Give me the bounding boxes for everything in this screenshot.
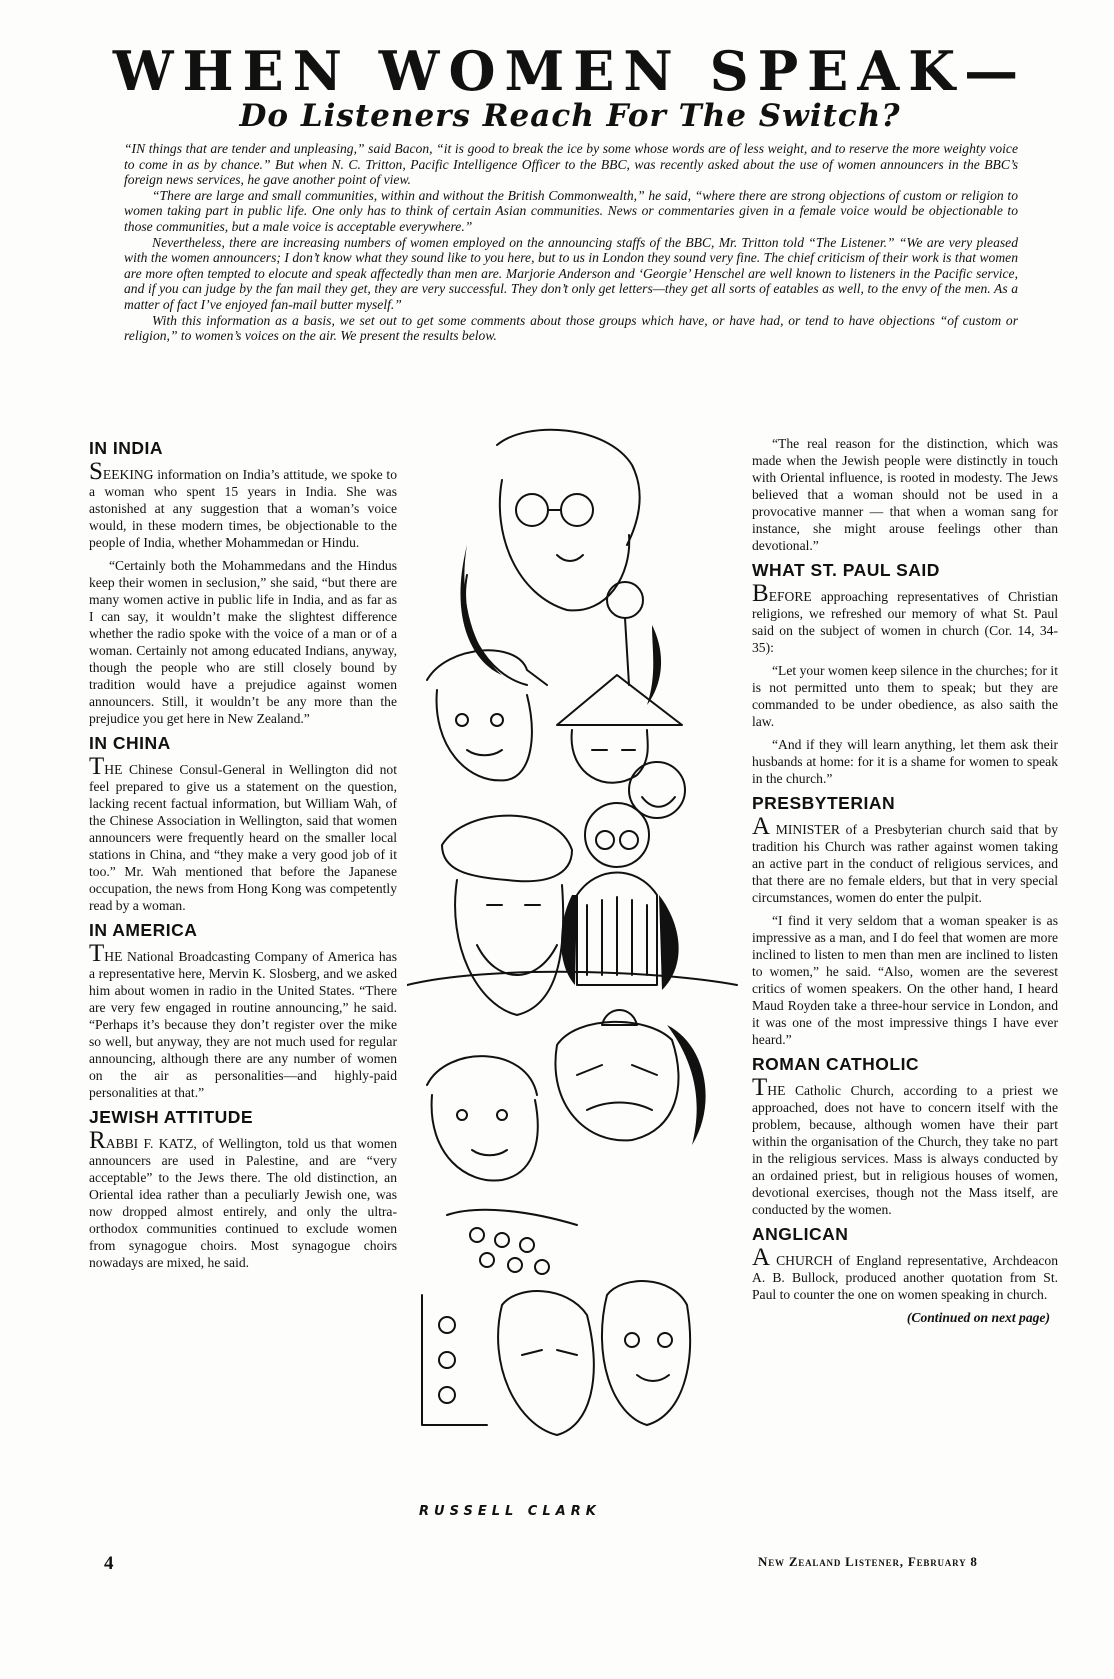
intro-block (124, 141, 1018, 344)
subheadline: Do Listeners Reach For The Switch? (239, 98, 901, 134)
right-column (752, 435, 1058, 1326)
angry-man-face (555, 1022, 678, 1141)
artist-signature: RUSSELL CLARK (419, 1504, 601, 1519)
bottom-man-left (498, 1291, 594, 1435)
india-paragraph-1 (89, 458, 397, 551)
india-paragraph-2: “Certainly both the Mohammedans and the Hindus keep their women in seclusion,” she said, “but there are many women active in public life in India, and as far as I can say, it wouldn’t make the slightest difference whether the radio spoke with the voice of a man or of a woman. Certainly not among educated Indians, anyway, though the people who are still closely bound by tradition would have a prejudice against women announcers. Still, it wouldn’t be any more than the prejudice you get here in New Zealand.” (89, 558, 397, 726)
section-heading-presbyterian: PRESBYTERIAN (752, 793, 896, 813)
section-heading-st-paul: WHAT ST. PAUL SAID (752, 560, 940, 580)
drop-cap: T (89, 753, 105, 780)
paragraph-text: ABBI F. KATZ, of Wellington, told us that women announcers are used in Palestine, and are “very acceptable” to the Jews there. The old distinction, an Oriental idea rather than a peculiarly Jewish one, was now dropped almost entirely, and only the ultra-orthodox communities continued to exclude women from synagogue choirs. Most synagogue choirs nowadays are mixed, he said. (89, 1136, 397, 1270)
paragraph-text: HE National Broadcasting Company of America has a representative here, Mervin K. Slosberg, and we asked him about women in radio in the United States. “There are very few engaged in routine announcing,” he said. “Perhaps it’s because they don’t register over the mike so well, but anyway, they are not much used for regular announcing, although there are any number of women on the air as personalities—and highly-paid personalities at that.” (89, 949, 397, 1100)
drop-cap: T (752, 1074, 768, 1101)
bottom-man-right (602, 1281, 690, 1425)
drop-cap: T (89, 940, 105, 967)
anglican-paragraph-1 (752, 1244, 1058, 1303)
paragraph-text: HE Catholic Church, according to a priest we approached, does not have to concern itself with the problem, because, although women have their part within the organisation of the Church, they take no part in the religious services. Mass is always conducted by an ordained priest, but in religious houses of women, devotional exercises, though not the Mass itself, are conducted by the women. (752, 1083, 1058, 1217)
america-paragraph-1 (89, 940, 397, 1101)
drop-cap: A (752, 1244, 771, 1271)
intro-paragraph: With this information as a basis, we set out to get some comments about those groups which have, or have had, or tend to have objections “of custom or religion,” to women’s voices on the air. We present the results below. (124, 312, 1018, 344)
paragraph-text: HE Chinese Consul-General in Wellington did not feel prepared to give us a statement on the question, lacking recent factual information, but William Wah, of the Chinese Association in Wellington, said that women announcers were frequently heard on the smaller local stations in China, and “they make a very good job of it too.” Mr. Wah mentioned that before the Japanese occupation, the news from Hong Kong was competently read by a woman. (89, 762, 397, 913)
paragraph-text: EFORE approaching representatives of Christian religions, we refreshed our memory of what St. Paul said on the subject of women in church (Cor. 14, 34-35): (752, 589, 1058, 655)
section-heading-jewish: JEWISH ATTITUDE (89, 1107, 254, 1127)
jewish-paragraph-1 (89, 1127, 397, 1271)
section-heading-china: IN CHINA (89, 733, 171, 753)
headline: WHEN WOMEN SPEAK— (112, 39, 1028, 103)
stpaul-paragraph-3: “And if they will learn anything, let them ask their husbands at home: for it is a shame for women to speak in the church.” (752, 737, 1058, 786)
announcer-hair (497, 430, 640, 545)
bald-man-head (585, 803, 649, 867)
paragraph-text: EEKING information on India’s attitude, we spoke to a woman who spent 15 years in India. She was astonished at any suggestion that a woman’s voice would, in these modern times, be objectionable to the people of India, whether Mohammedan or Hindu. (89, 467, 397, 550)
intro-paragraph: Nevertheless, there are increasing numbers of women employed on the announcing staffs of the BBC, Mr. Tritton told “The Listener.” “We are very pleased with the women announcers; I don’t know what they sound like to you here, but to us in London they sound very fine. The chief criticism of their work is that women are more often tempted to elocute and speak affectedly than men are. Marjorie Anderson and ‘Georgie’ Henschel are well known to listeners in the Pacific service, and if you can judge by the fan mail they get, they are very successful. They don’t only get letters—they get all sorts of eatables as well, to the envy of the men. As a matter of fact I’ve enjoyed fan-mail butter myself.” (124, 234, 1018, 312)
microphone-icon (607, 582, 643, 618)
continued-note: (Continued on next page) (906, 1310, 1050, 1325)
publication-footer: New Zealand Listener, February 8 (758, 1554, 978, 1569)
section-heading-india: IN INDIA (89, 438, 163, 458)
glasses-left (516, 494, 548, 526)
drop-cap: R (89, 1127, 106, 1154)
hat-man-face (437, 690, 532, 780)
drop-cap: B (752, 580, 769, 607)
stpaul-paragraph-1 (752, 580, 1058, 656)
left-column (89, 432, 397, 1277)
presbyterian-paragraph-1 (752, 813, 1058, 906)
conical-hat (557, 675, 682, 725)
catholic-paragraph-1 (752, 1074, 1058, 1218)
drop-cap: A (752, 813, 771, 840)
paragraph-text: MINISTER of a Presbyterian church said that by tradition his Church was rather against women taking an active part in the conduct of religious services, and that there are no female elders, but that in very special circumstances, women do enter the pulpit. (752, 822, 1058, 905)
intro-paragraph: “There are large and small communities, within and without the British Commonwealth,” he said, “where there are strong objections of custom or religion to women taking part in public life. One only has to think of certain Asian communities. News or commentaries given in a female voice would be objectionable to those communities, but a male voice is acceptable everywhere.” (124, 187, 1018, 234)
paragraph-text: CHURCH of England representative, Archdeacon A. B. Bullock, produced another quotation from St. Paul to counter the one on women speaking in church. (752, 1253, 1058, 1302)
turban (442, 816, 572, 882)
page-number: 4 (104, 1553, 114, 1574)
presbyterian-paragraph-2: “I find it very seldom that a woman speaker is as impressive as a man, and I do feel that women are more inclined to listen to men than men are inclined to listen to women,” he said. “Also, women are the severest critics of women speakers. On the other hand, I heard Maud Royden take a three-hour service in London, and it was one of the most impressive things I have ever heard.” (752, 913, 1058, 1047)
glasses-right (561, 494, 593, 526)
china-paragraph-1 (89, 753, 397, 914)
intro-paragraph: “IN things that are tender and unpleasing,” said Bacon, “it is good to break the ice by some whose words are of less weight, and to reserve the more weighty voice to come in as by chance.” But when N. C. Tritton, Pacific Intelligence Officer to the BBC, was recently asked about the use of women announcers in the BBC’s foreign news services, he gave another point of view. (124, 141, 1018, 188)
hat-man-hat (427, 650, 547, 685)
section-heading-catholic: ROMAN CATHOLIC (752, 1054, 920, 1074)
caricature-illustration (407, 425, 743, 1540)
section-heading-america: IN AMERICA (89, 920, 198, 940)
stpaul-paragraph-2: “Let your women keep silence in the churches; for it is not permitted unto them to speak; but they are commanded to be under obedience, as also saith the law. (752, 663, 1058, 729)
elderly-woman-hair (427, 1056, 537, 1095)
section-heading-anglican: ANGLICAN (752, 1224, 849, 1244)
drop-cap: S (89, 458, 103, 485)
shadow-fill (460, 545, 502, 675)
jewish-paragraph-2: “The real reason for the distinction, which was made when the Jewish people were distinctly in touch with Oriental influence, is rooted in modesty. The Jews believed that a woman should not be used in a provocative manner — that when a woman sang for instance, she might arouse feelings other than devotional.” (752, 436, 1058, 553)
